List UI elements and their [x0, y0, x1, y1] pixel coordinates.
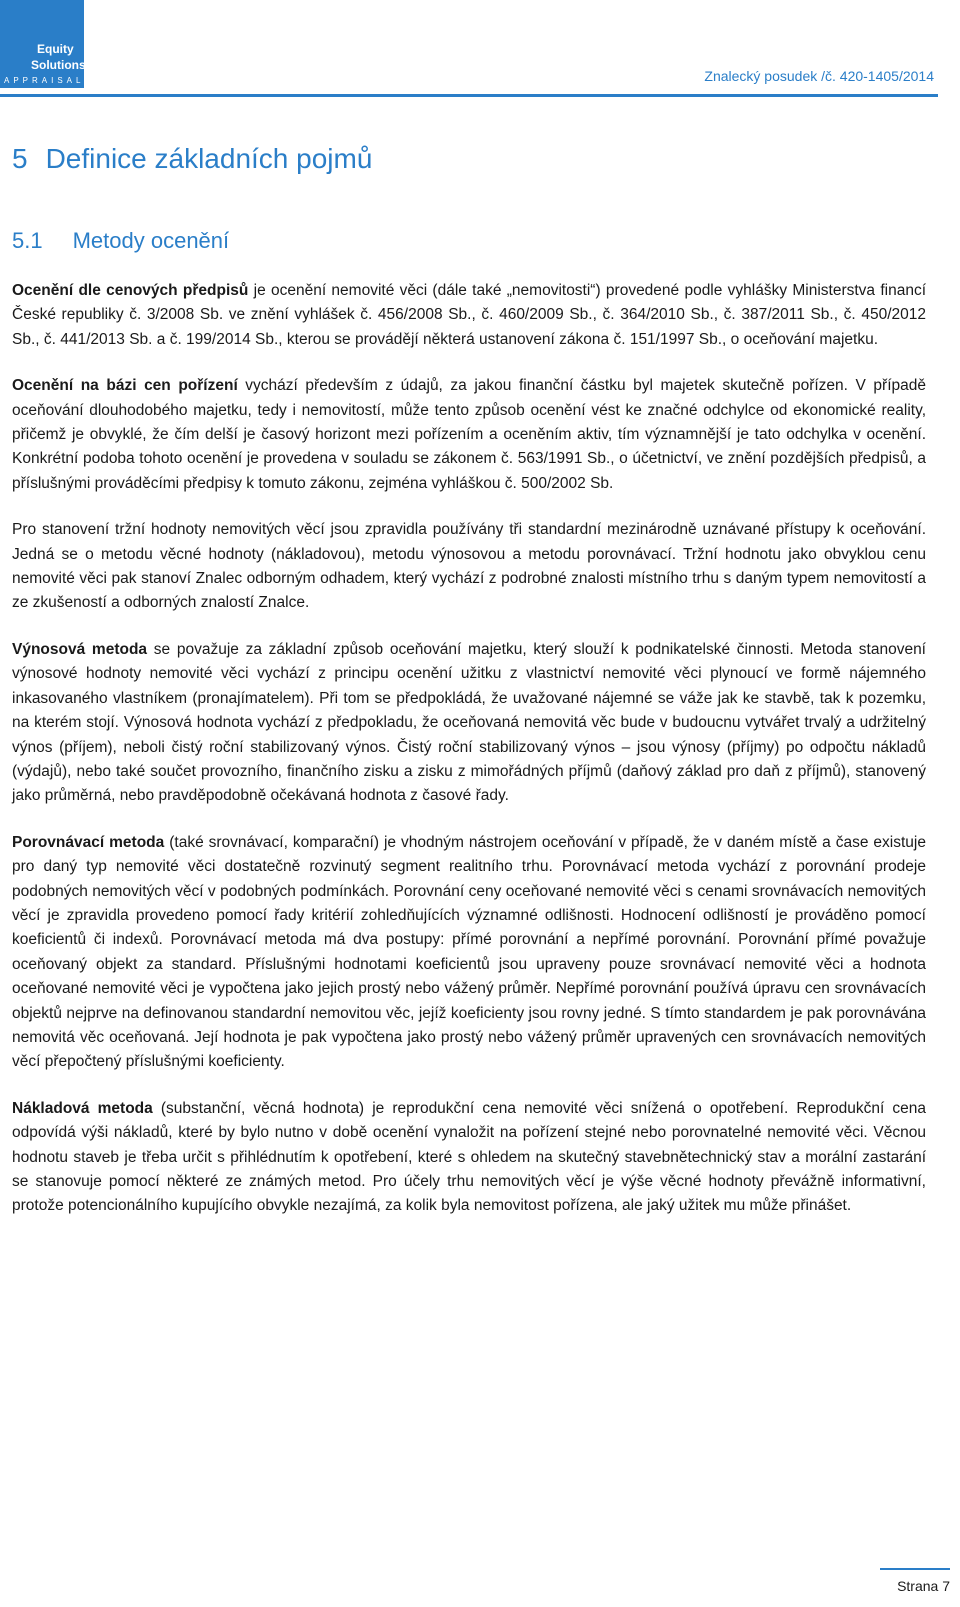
section-title: Definice základních pojmů [45, 143, 373, 174]
paragraph-cenove-predpisy [12, 279, 926, 352]
body-text [12, 279, 926, 1241]
paragraph-lead: Ocenění dle cenových předpisů [12, 282, 249, 299]
company-logo [0, 0, 94, 88]
paragraph-lead: Výnosová metoda [12, 640, 148, 658]
section-number: 5 [12, 143, 28, 174]
paragraph-porovnavaci-metoda [12, 831, 926, 1075]
paragraph-lead: Nákladová metoda [12, 1099, 153, 1117]
paragraph-trzni-hodnota [12, 518, 926, 616]
subsection-heading [12, 228, 229, 254]
paragraph-text: Pro stanovení tržní hodnoty nemovitých věcí jsou zpravidla používány tři standardní mezinárodně uznávané přístupy k oceňování. Jedná se o metodu věcné hodnoty (nákladovou), metodu výnosovou a metodu porovnávací. Tržní hodnotu jako obvyklou cenu nemovité věci pak stanoví Znalec odborným odhadem, který vychází z podrobné znalosti místního trhu s daným typem nemovitostí a ze zkušeností a odborných znalostí Znalce. [12, 521, 926, 612]
paragraph-text: (substanční, věcná hodnota) je reprodukční cena nemovité věci snížená o opotřebení. Reprodukční cena odpovídá výši nákladů, které by bylo nutno v době ocenění vynaložit na pořízení stejné nebo porovnatelné nemovité věci. Věcnou hodnotu staveb je třeba určit s přihlédnutím k opotřebení, které s ohledem na skutečný stavebnětechnický stav a morální zastarání se stanovuje pomocí některé ze známých metod. Pro účely trhu nemovitých věcí je výše věcné hodnoty převážně informativní, protože potencionálního kupujícího obvykle nezajímá, za kolik byla nemovitost pořízena, ale jaký užitek mu může přinášet. [12, 1099, 927, 1215]
page-number: Strana 7 [897, 1578, 950, 1594]
paragraph-text: se považuje za základní způsob oceňování majetku, který slouží k podnikatelské činnosti. Metoda stanovení výnosové hodnoty nemovité věci vychází z principu ocenění užitku z vlastnictví nemovité věci plynoucí ve formě nájemného inkasovaného vlastníkem (pronajímatelem). Při tom se předpokládá, že uvažované nájemné se váže jak ke stavbě, tak k pozemku, na kterém stojí. Výnosová hodnota vychází z předpokladu, že oceňovaná nemovitá věc bude v budoucnu vytvářet trvalý a udržitelný výnos (příjem), neboli čistý roční stabilizovaný výnos. Čistý roční stabilizovaný výnos – jsou výnosy (příjmy) po odpočtu nákladů (výdajů), nebo také součet provozního, finančního zisku a zisku z mimořádných příjmů (daňový základ pro daň z příjmů), stanovený jako průměrná, nebo pravděpodobně očekávaná hodnota z časové řady. [12, 640, 926, 805]
document-reference: Znalecký posudek /č. 420-1405/2014 [704, 68, 934, 84]
paragraph-lead: Porovnávací metoda [12, 833, 165, 851]
subsection-title: Metody ocenění [72, 228, 230, 253]
paragraph-vynosova-metoda [12, 638, 926, 809]
logo-text-line2: Solutions [31, 58, 86, 72]
section-heading [12, 143, 372, 175]
header-divider [0, 94, 938, 97]
subsection-number: 5.1 [12, 228, 43, 253]
paragraph-text: (také srovnávací, komparační) je vhodným nástrojem oceňování v případě, že v daném místě a čase existuje pro daný typ nemovité věci dostatečně rozvinutý segment realitního trhu. Porovnávací metoda vychází z porovnání prodeje podobných nemovitých věcí v podobných podmínkách. Porovnání ceny oceňované nemovité věci s cenami srovnávacích nemovitých věcí je zpravidla provedeno pomocí řady kritérií zohledňujících významné odlišnosti. Hodnocení odlišností je prováděno pomocí koeficientů či indexů. Porovnávací metoda má dva postupy: přímé porovnání a nepřímé porovnání. Porovnání přímé považuje oceňovaný objekt za standard. Příslušnými hodnotami koeficientů jsou upraveny pouze srovnávací nemovité věci a hodnota oceňované nemovité věci je vypočtena jako jejich prostý nebo vážený průměr. Nepřímé porovnání používá úpravu cen srovnávacích objektů nejprve na definovanou standardní nemovitou věc, jejíž koeficienty jsou rovny jedné. S tímto standardem je pak porovnávána nemovitá věc oceňovaná. Její hodnota je pak vypočtena jako prostý nebo vážený průměr upravených cen srovnávacích nemovitých věcí přepočtený příslušnými koeficienty. [12, 833, 926, 1071]
paragraph-text: vychází především z údajů, za jakou finanční částku byl majetek skutečně pořízen. V případě oceňování dlouhodobého majetku, tedy i nemovitostí, může tento způsob ocenění vést ke značné odchylce od ekonomické reality, přičemž je obvyklé, že čím delší je časový horizont mezi pořízením a oceněním aktiv, tím významnější je tato odchylka v ocenění. Konkrétní podoba tohoto ocenění je provedena v souladu se zákonem č. 563/1991 Sb., o účetnictví, ve znění pozdějších předpisů, a příslušnými prováděcími předpisy k tomuto zákonu, zejména vyhláškou č. 500/2002 Sb. [12, 377, 926, 492]
logo-text-line3: APPRAISALS [4, 76, 94, 85]
paragraph-lead: Ocenění na bázi cen pořízení [12, 377, 238, 395]
paragraph-text: je ocenění nemovité věci (dále také „nemovitosti“) provedené podle vyhlášky Ministerstva financí České republiky č. 3/2008 Sb. ve znění vyhlášek č. 456/2008 Sb., č. 460/2009 Sb., č. 364/2010 Sb., č. 387/2011 Sb., č. 450/2012 Sb., č. 441/2013 Sb. a č. 199/2014 Sb., kterou se provádějí některá ustanovení zákona č. 151/1997 Sb., o oceňování majetku. [12, 282, 926, 348]
logo-text-line1: Equity [37, 42, 74, 56]
paragraph-nakladova-metoda [12, 1097, 926, 1219]
paragraph-ceny-porizeni [12, 374, 926, 496]
footer-divider [880, 1568, 950, 1570]
